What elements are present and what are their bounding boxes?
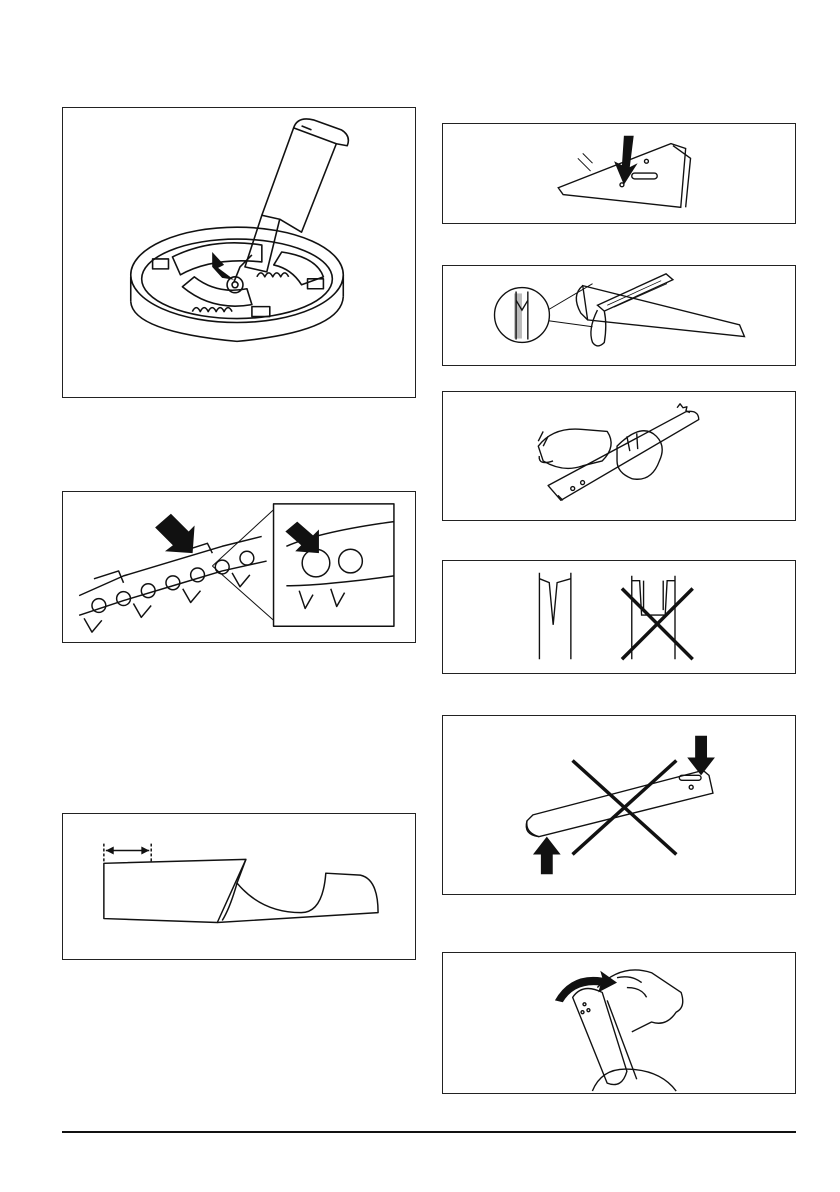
figure-bar-lubrication-hole [442, 123, 796, 224]
arrow-down-icon [687, 736, 715, 776]
guide-bar-illustration [443, 124, 795, 223]
saw-chain-illustration [63, 492, 415, 642]
rail-profile-illustration [443, 561, 795, 673]
figure-chain-drive-link [62, 491, 416, 643]
arrow-down-icon [212, 252, 234, 280]
hands-bar-illustration [443, 392, 795, 520]
figure-bar-rail-check [442, 391, 796, 521]
figure-bar-turning [442, 952, 796, 1094]
figure-depth-gauge-setting [62, 813, 416, 960]
arrow-down-icon-detail [285, 522, 319, 554]
cross-icon [573, 761, 677, 855]
arrow-down-icon [155, 514, 194, 553]
rotate-arrow-icon [555, 971, 617, 1003]
rail-filing-illustration [443, 266, 795, 365]
cross-icon [622, 589, 693, 660]
figure-clutch-drum-lubrication [62, 107, 416, 398]
clutch-drum-illustration [63, 108, 415, 397]
figure-bar-straightness [442, 715, 796, 895]
arrow-up-icon [533, 837, 561, 875]
bar-turning-illustration [443, 953, 795, 1093]
figure-rail-wear-comparison [442, 560, 796, 674]
figure-bar-rail-filing [442, 265, 796, 366]
footer-rule [62, 1131, 796, 1133]
cutter-tooth-illustration [63, 814, 415, 959]
bar-straightness-illustration [443, 716, 795, 894]
arrow-down-icon [614, 136, 638, 185]
dimension-arrow-icon [106, 847, 114, 855]
